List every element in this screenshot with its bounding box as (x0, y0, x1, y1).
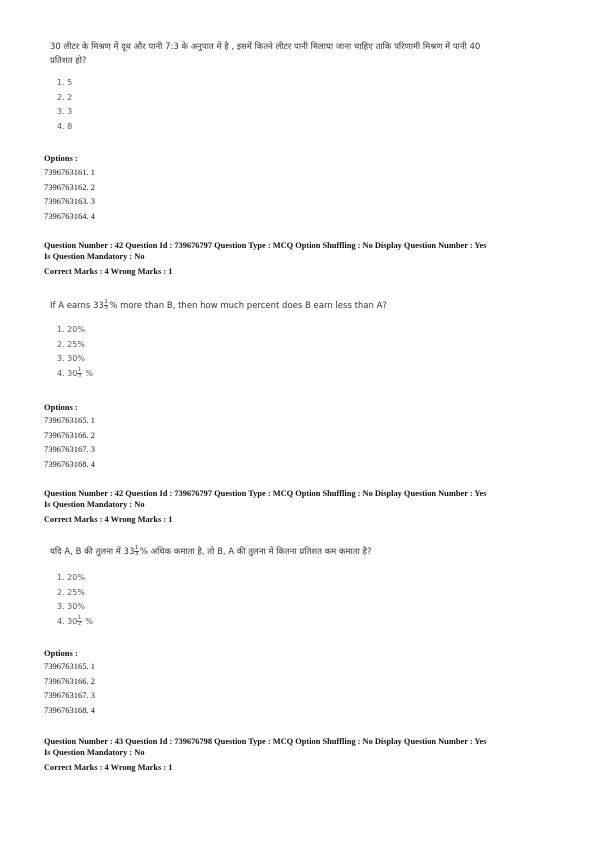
question-text-pre: If A earns 33 (50, 301, 104, 311)
question-text-english (50, 299, 387, 313)
options-label: Options : (44, 402, 78, 412)
option-id-list (44, 659, 95, 717)
option-id: 7396763165. 1 (44, 661, 95, 671)
option-id: 7396763166. 2 (44, 675, 95, 686)
meta-line-2: Is Question Mandatory : No (44, 252, 145, 261)
meta-line-2: Is Question Mandatory : No (44, 500, 145, 509)
fraction: $\frac{1}{3}$ (104, 299, 108, 311)
option-id: 7396763167. 3 (44, 690, 95, 700)
option-id: 7396763166. 2 (44, 429, 95, 440)
meta-line-1: Question Number : 42 Question Id : 739676797 Question Type : MCQ Option Shuffling : No Display Question Number : Yes (44, 241, 487, 250)
question-line-2: प्रतिशत हो? (50, 56, 87, 66)
question-text-post: % अधिक कमाता है, तो B, A की तुलना में कितना प्रतिशत कम कमाता है? (139, 547, 372, 557)
option-id: 7396763162. 2 (44, 181, 95, 192)
choice-list (57, 571, 93, 629)
option-id: 7396763165. 1 (44, 415, 95, 425)
choice-item: 2. 25% (57, 339, 85, 349)
options-label: Options : (44, 648, 78, 658)
option-id: 7396763164. 4 (44, 210, 95, 221)
choice-item: 4. 8 (57, 121, 73, 131)
question-text-hindi (50, 40, 480, 68)
question-meta (44, 240, 487, 277)
fraction: $\frac{1}{3}$ (77, 366, 82, 379)
choice-item: 4. 30 $\frac{1}{3}$ % (57, 366, 94, 379)
question-text-post: % more than B, then how much percent does B earn less than A? (109, 301, 387, 311)
choice-item: 2. 2 (57, 92, 73, 102)
meta-line-3: Correct Marks : 4 Wrong Marks : 1 (44, 267, 173, 276)
options-label: Options : (44, 153, 78, 163)
choice-item: 3. 30% (57, 602, 85, 611)
choice-item: 1. 5 (57, 78, 73, 87)
meta-line-3: Correct Marks : 4 Wrong Marks : 1 (44, 515, 173, 524)
meta-line-1: Question Number : 43 Question Id : 739676798 Question Type : MCQ Option Shuffling : No Display Question Number : Yes (44, 737, 487, 746)
question-text-hindi (50, 545, 372, 559)
option-id: 7396763168. 4 (44, 458, 95, 469)
question-text-pre: यदि A, B की तुलना में 33 (50, 547, 135, 557)
option-id: 7396763167. 3 (44, 444, 95, 454)
choice-item: 3. 3 (57, 107, 73, 116)
choice-item: 1. 20% (57, 325, 85, 334)
choice-item: 4. 30 $\frac{1}{2}$ % (57, 614, 94, 627)
fraction: $\frac{1}{2}$ (77, 614, 82, 627)
question-meta (44, 488, 487, 525)
meta-line-2: Is Question Mandatory : No (44, 748, 145, 757)
choice-list (57, 76, 72, 134)
option-id-list (44, 165, 95, 223)
option-id: 7396763161. 1 (44, 167, 95, 177)
choice-item: 3. 30% (57, 354, 85, 363)
option-id: 7396763168. 4 (44, 704, 95, 715)
meta-line-3: Correct Marks : 4 Wrong Marks : 1 (44, 763, 173, 772)
option-id-list (44, 413, 95, 471)
fraction: $\frac{1}{3}$ (134, 545, 139, 557)
question-line-1: 30 लीटर के मिश्रण में दूध और पानी 7:3 के अनुपात में है , इसमें कितने लीटर पानी मिलाया जाना चाहिए ताकि परिणामी मिश्रण में पानी 40 (50, 42, 481, 52)
choice-list (57, 323, 93, 381)
option-id: 7396763163. 3 (44, 196, 95, 206)
question-meta (44, 736, 487, 773)
meta-line-1: Question Number : 42 Question Id : 739676797 Question Type : MCQ Option Shuffling : No Display Question Number : Yes (44, 489, 487, 498)
choice-item: 1. 20% (57, 573, 85, 582)
choice-item: 2. 25% (57, 587, 85, 597)
